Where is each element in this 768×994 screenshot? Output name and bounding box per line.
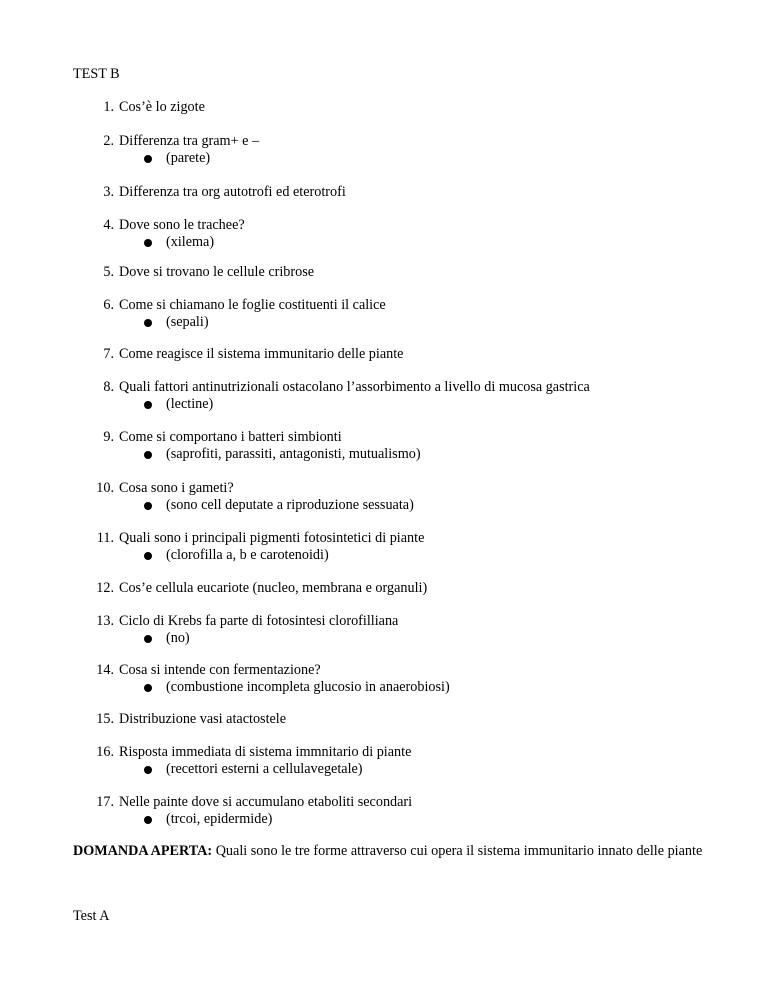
question-number: 9. [103,429,114,445]
question-number: 11. [96,530,114,546]
question-text: Differenza tra org autotrofi ed eterotrofi [119,184,346,200]
bullet-icon [144,766,152,774]
question-text: Dove si trovano le cellule cribrose [119,264,315,280]
question-text: Come si comportano i batteri simbionti [119,429,342,445]
question-number: 14. [96,662,114,678]
question-text: Cosa sono i gameti? [119,480,234,496]
question-text: Distribuzione vasi atactostele [119,711,287,727]
question-number: 1. [103,99,114,115]
question-number: 10. [96,480,114,496]
question-number: 5. [103,264,114,280]
question-text: Cosa si intende con fermentazione? [119,662,321,678]
question-number: 15. [96,711,114,727]
answer-text: (saprofiti, parassiti, antagonisti, mutualismo) [166,446,421,462]
question-text: Come reagisce il sistema immunitario delle piante [119,346,404,362]
bullet-icon [144,552,152,560]
bullet-icon [144,451,152,459]
section-heading: Test A [73,908,110,924]
question-number: 3. [103,184,114,200]
answer-text: (sono cell deputate a riproduzione sessuata) [166,497,414,513]
answer-text: (no) [166,630,190,646]
question-number: 8. [103,379,114,395]
bullet-icon [144,401,152,409]
question-number: 4. [103,217,114,233]
open-question-label: DOMANDA APERTA: [73,843,213,859]
answer-text: (lectine) [166,396,214,412]
answer-text: (sepali) [166,314,209,330]
question-text: Differenza tra gram+ e – [119,133,260,149]
bullet-icon [144,239,152,247]
open-question-text: Quali sono le tre forme attraverso cui opera il sistema immunitario innato delle piante [212,843,703,859]
question-number: 16. [96,744,114,760]
question-text: Cos’e cellula eucariote (nucleo, membrana e organuli) [119,580,428,596]
question-number: 17. [96,794,114,810]
bullet-icon [144,502,152,510]
answer-text: (trcoi, epidermide) [166,811,273,827]
page-title: TEST B [73,66,120,82]
question-text: Quali fattori antinutrizionali ostacolano l’assorbimento a livello di mucosa gastrica [119,379,590,395]
question-text: Risposta immediata di sistema immnitario di piante [119,744,412,760]
question-text: Nelle painte dove si accumulano etaboliti secondari [119,794,413,810]
answer-text: (parete) [166,150,211,166]
question-number: 6. [103,297,114,313]
bullet-icon [144,319,152,327]
question-text: Quali sono i principali pigmenti fotosintetici di piante [119,530,425,546]
answer-text: (xilema) [166,234,215,250]
question-number: 12. [96,580,114,596]
question-text: Dove sono le trachee? [119,217,245,233]
question-text: Come si chiamano le foglie costituenti il calice [119,297,386,313]
open-question [73,843,713,860]
answer-text: (combustione incompleta glucosio in anaerobiosi) [166,679,450,695]
question-number: 7. [103,346,114,362]
answer-text: (clorofilla a, b e carotenoidi) [166,547,329,563]
question-number: 13. [96,613,114,629]
question-text: Cos’è lo zigote [119,99,205,115]
question-text: Ciclo di Krebs fa parte di fotosintesi clorofilliana [119,613,399,629]
question-number: 2. [103,133,114,149]
bullet-icon [144,816,152,824]
bullet-icon [144,684,152,692]
bullet-icon [144,155,152,163]
answer-text: (recettori esterni a cellulavegetale) [166,761,363,777]
bullet-icon [144,635,152,643]
